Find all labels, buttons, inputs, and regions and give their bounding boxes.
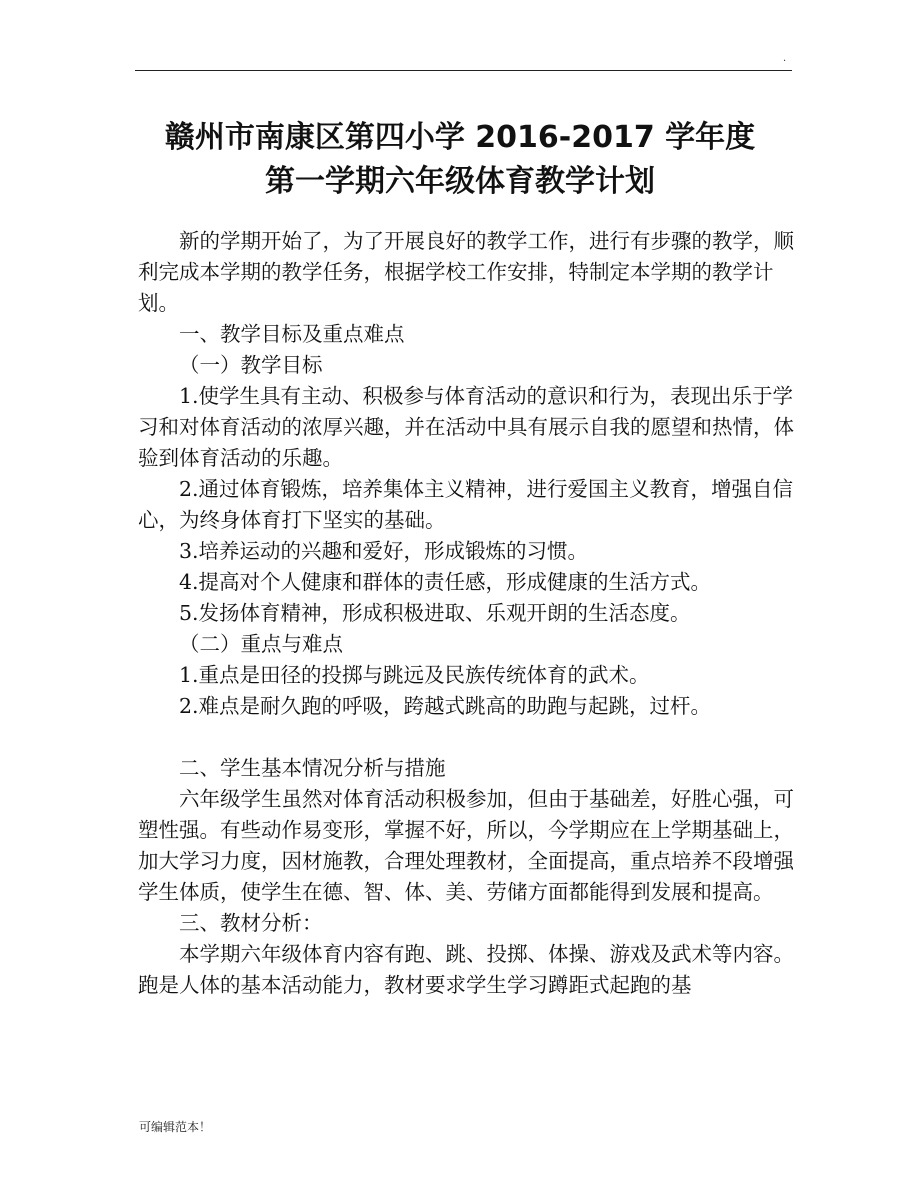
document-title-line-1: 赣州市南康区第四小学 2016-2017 学年度 (164, 120, 756, 155)
student-analysis-paragraph: 六年级学生虽然对体育活动积极参加，但由于基础差，好胜心强，可塑性强。有些动作易变形，掌握不好，所以，今学期应在上学期基础上，加大学习力度，因材施教，合理处理教材，全面提高，重点培养不段增强学生体质，使学生在德、智、体、美、劳储方面都能得到发展和提高。 (138, 787, 794, 904)
blank-line (138, 722, 794, 753)
section-heading-1: 一、教学目标及重点难点 (179, 322, 405, 346)
goal-item-1: 1.使学生具有主动、积极参与体育活动的意识和行为，表现出乐于学习和对体育活动的浓厚兴趣，并在活动中具有展示自我的愿望和热情，体验到体育活动的乐趣。 (138, 384, 794, 470)
header-mark: · (783, 56, 787, 67)
subsection-heading-keypoints: （二）重点与难点 (179, 632, 343, 656)
section-heading-2: 二、学生基本情况分析与措施 (179, 756, 446, 780)
footer-note: 可编辑范本！ (139, 1120, 212, 1134)
document-title-line-2: 第一学期六年级体育教学计划 (265, 164, 655, 199)
goal-item-3: 3.培养运动的兴趣和爱好，形成锻炼的习惯。 (179, 539, 589, 563)
keypoint-item-1: 1.重点是田径的投掷与跳远及民族传统体育的武术。 (179, 663, 650, 687)
goal-item-5: 5.发扬体育精神，形成积极进取、乐观开朗的生活态度。 (179, 601, 691, 625)
section-heading-3: 三、教材分析： (179, 911, 323, 935)
header-rule (135, 70, 792, 71)
intro-paragraph: 新的学期开始了，为了开展良好的教学工作，进行有步骤的教学，顺利完成本学期的教学任务，根据学校工作安排，特制定本学期的教学计划。 (138, 229, 794, 315)
subsection-heading-goals: （一）教学目标 (179, 353, 323, 377)
goal-item-2: 2.通过体育锻炼，培养集体主义精神，进行爱国主义教育，增强自信心，为终身体育打下坚实的基础。 (138, 477, 794, 532)
running-paragraph: 跑是人体的基本活动能力，教材要求学生学习蹲距式起跑的基 (138, 973, 692, 997)
document-body (138, 226, 794, 1001)
material-analysis-paragraph: 本学期六年级体育内容有跑、跳、投掷、体操、游戏及武术等内容。 (179, 942, 794, 966)
keypoint-item-2: 2.难点是耐久跑的呼吸，跨越式跳高的助跑与起跳，过杆。 (179, 694, 712, 718)
goal-item-4: 4.提高对个人健康和群体的责任感，形成健康的生活方式。 (179, 570, 712, 594)
